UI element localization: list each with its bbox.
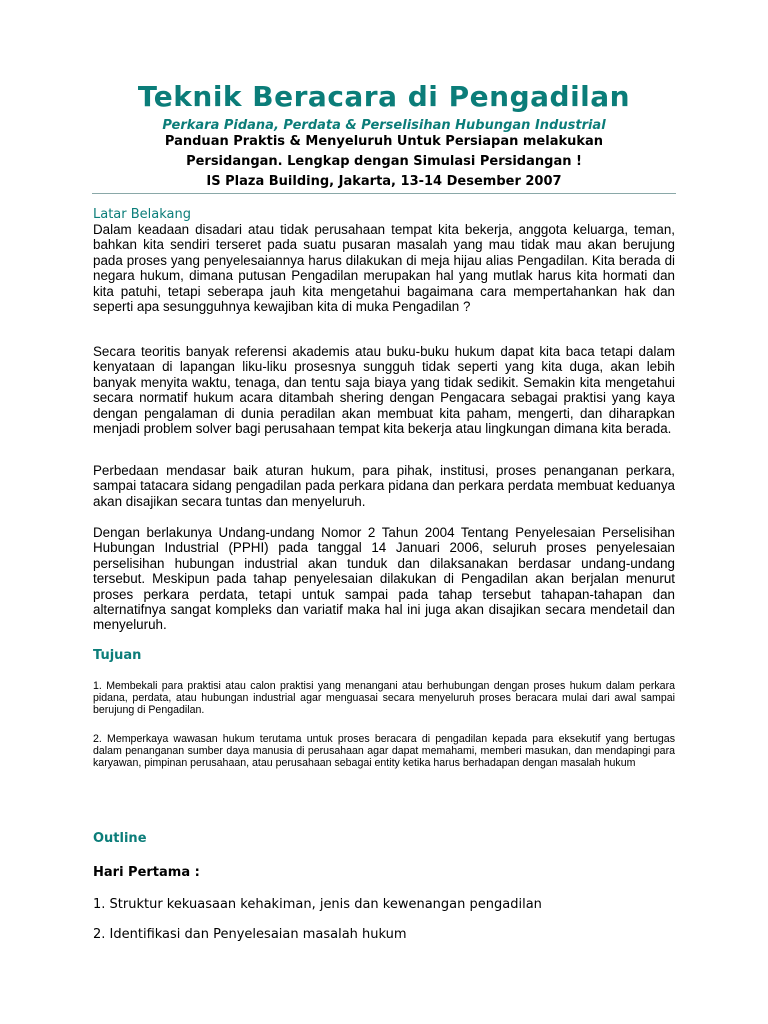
header-divider xyxy=(92,193,676,194)
section-heading-outline: Outline xyxy=(93,831,147,846)
outline-item-2: 2. Identifikasi dan Penyelesaian masalah hukum xyxy=(93,927,407,942)
paragraph-latar-4: Dengan berlakunya Undang-undang Nomor 2 Tahun 2004 Tentang Penyelesaian Perselisihan Hubungan Industrial (PPHI) pada tanggal 14 Januari 2006, seluruh proses penyelesaian perselisihan hubungan industrial akan tunduk dan dilaksanakan berdasar undang-undang tersebut. Meskipun pada tahap penyelesaian dilakukan di Pengadilan akan berjalan menurut proses perkara perdata, tetapi untuk sampai pada tahap tersebut tahapan-tahapan dan alternatifnya sangat kompleks dan variatif maka hal ini juga akan disajikan secara mendetail dan menyeluruh. xyxy=(93,525,675,633)
paragraph-latar-2: Secara teoritis banyak referensi akademis atau buku-buku hukum dapat kita baca tetapi dalam kenyataan di lapangan liku-liku prosesnya sungguh tidak seperti yang kita duga, akan lebih banyak menyita waktu, tenaga, dan tentu saja biaya yang tidak sedikit. Semakin kita mengetahui secara normatif hukum acara ditambah shering dengan Pengacara sebagai praktisi yang kaya dengan pengalaman di dunia peradilan akan membuat kita paham, mengerti, dan diharapkan menjadi problem solver bagi perusahaan tempat kita bekerja atau lingkungan dimana kita berada. xyxy=(93,344,675,437)
tagline-line-1: Panduan Praktis & Menyeluruh Untuk Persiapan melakukan xyxy=(164,134,604,149)
document-title: Teknik Beracara di Pengadilan xyxy=(137,80,631,113)
paragraph-latar-1: Dalam keadaan disadari atau tidak perusahaan tempat kita bekerja, anggota keluarga, teman, bahkan kita sendiri terseret pada suatu pusaran masalah yang mau tidak mau akan berujung pada proses yang penyelesaiannya harus dilakukan di meja hijau alias Pengadilan. Kita berada di negara hukum, dimana putusan Pengadilan merupakan hal yang mutlak harus kita hormati dan kita patuhi, tetapi seberapa jauh kita mengetahui bagaimana cara mempertahankan hak dan seperti apa sesungguhnya kewajiban kita di muka Pengadilan ? xyxy=(93,222,675,315)
section-heading-latar-belakang: Latar Belakang xyxy=(93,207,192,222)
section-heading-tujuan: Tujuan xyxy=(93,648,142,663)
outline-day-heading: Hari Pertama : xyxy=(93,865,200,880)
tagline-line-3: IS Plaza Building, Jakarta, 13-14 Desember 2007 xyxy=(206,174,562,189)
paragraph-latar-3: Perbedaan mendasar baik aturan hukum, para pihak, institusi, proses penanganan perkara, sampai tatacara sidang pengadilan pada perkara pidana dan perkara perdata membuat keduanya akan disajikan secara tuntas dan menyeluruh. xyxy=(93,463,675,509)
tagline-line-2: Persidangan. Lengkap dengan Simulasi Persidangan ! xyxy=(186,154,582,169)
document-subtitle: Perkara Pidana, Perdata & Perselisihan Hubungan Industrial xyxy=(162,118,606,133)
tujuan-item-2: 2. Memperkaya wawasan hukum terutama untuk proses beracara di pengadilan kepada para eksekutif yang bertugas dalam penanganan sumber daya manusia di perusahaan agar dapat memahami, memberi masukan, dan mendapingi para karyawan, pimpinan perusahaan, atau perusahaan sebagai entity ketika harus berhadapan dengan masalah hukum xyxy=(93,733,675,770)
outline-item-1: 1. Struktur kekuasaan kehakiman, jenis dan kewenangan pengadilan xyxy=(93,897,542,912)
tujuan-item-1: 1. Membekali para praktisi atau calon praktisi yang menangani atau berhubungan dengan proses hukum dalam perkara pidana, perdata, atau hubungan industrial agar menguasai secara menyeluruh proses beracara mulai dari awal sampai berujung di Pengadilan. xyxy=(93,680,675,717)
